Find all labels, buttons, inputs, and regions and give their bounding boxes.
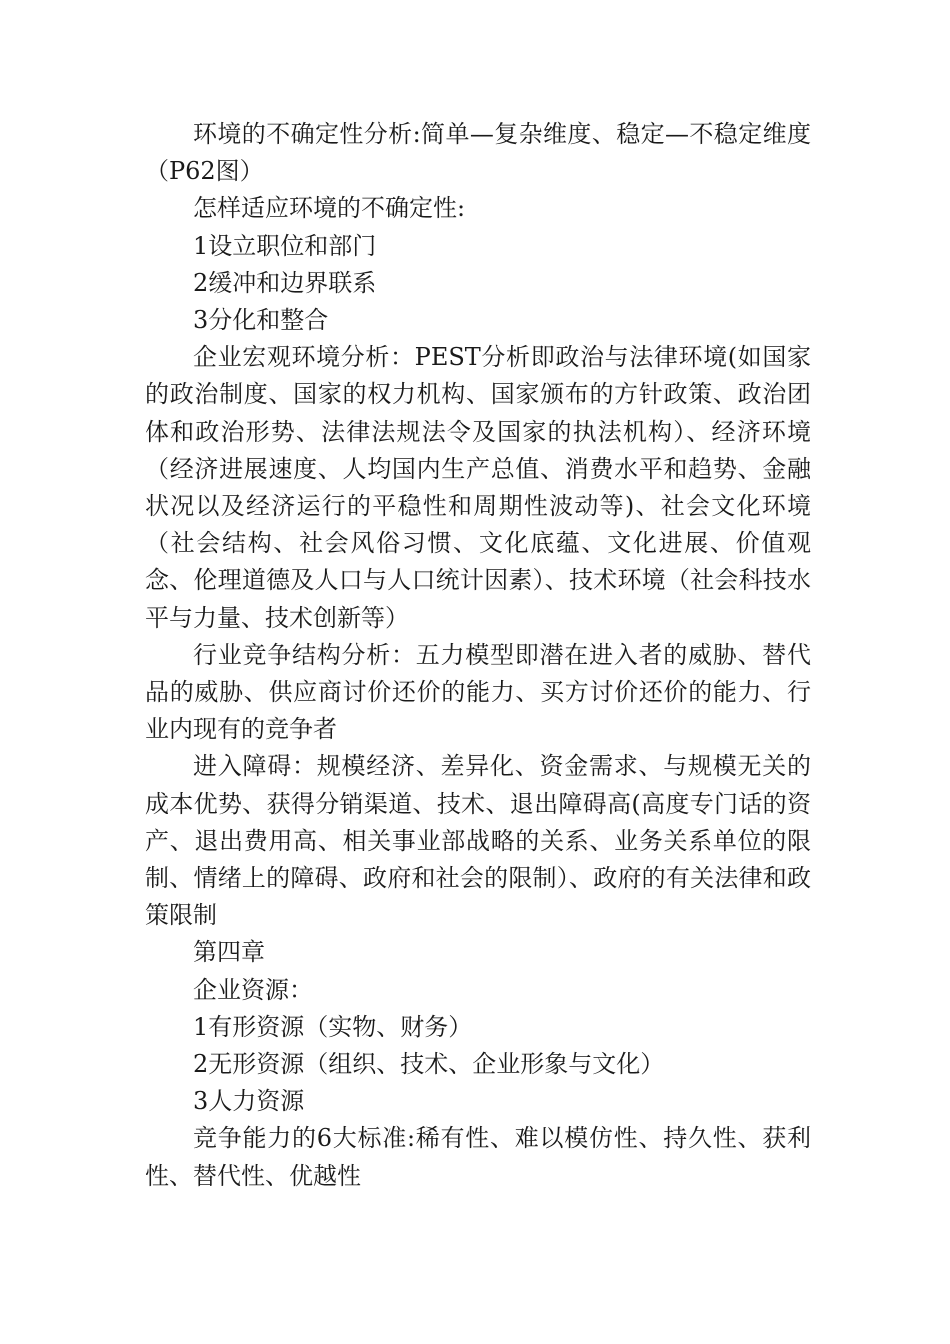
paragraph-entry-barriers: 进入障碍：规模经济、差异化、资金需求、与规模无关的成本优势、获得分销渠道、技术、退出障碍高(高度专门话的资产、退出费用高、相关事业部战略的关系、业务关系单位的限制、情绪上的障碍、政府和社会的限制）、政府的有关法律和政策限制 xyxy=(145,752,811,930)
list-item-tangible-resources: 1有形资源（实物、财务） xyxy=(193,1012,473,1041)
list-item-human-resources: 3人力资源 xyxy=(193,1087,305,1116)
document-body xyxy=(145,116,811,1195)
paragraph-enterprise-resources: 企业资源： xyxy=(193,975,313,1004)
list-item-differentiation-integration: 3分化和整合 xyxy=(193,306,329,335)
paragraph-environment-uncertainty: 环境的不确定性分析:简单—复杂维度、稳定—不稳定维度（P62图） xyxy=(145,120,811,186)
list-item-positions-departments: 1设立职位和部门 xyxy=(193,231,377,260)
chapter-heading: 第四章 xyxy=(193,938,265,967)
paragraph-pest-analysis: 企业宏观环境分析：PEST分析即政治与法律环境(如国家的政治制度、国家的权力机构、国家颁布的方针政策、政治团体和政治形势、法律法规法令及国家的执法机构）、经济环境（经济进展速度、人均国内生产总值、消费水平和趋势、金融状况以及经济运行的平稳性和周期性波动等)、社会文化环境（社会结构、社会风俗习惯、文化底蕴、文化进展、价值观念、伦理道德及人口与人口统计因素）、技术环境（社会科技水平与力量、技术创新等） xyxy=(145,343,811,632)
paragraph-five-forces: 行业竞争结构分析：五力模型即潜在进入者的威胁、替代品的威胁、供应商讨价还价的能力、买方讨价还价的能力、行业内现有的竞争者 xyxy=(145,640,811,744)
paragraph-adapt-uncertainty: 怎样适应环境的不确定性: xyxy=(193,194,466,223)
list-item-buffer-boundary: 2缓冲和边界联系 xyxy=(193,268,377,297)
paragraph-competitive-standards: 竞争能力的6大标准:稀有性、难以模仿性、持久性、获利性、替代性、优越性 xyxy=(145,1124,811,1190)
list-item-intangible-resources: 2无形资源（组织、技术、企业形象与文化） xyxy=(193,1050,665,1079)
